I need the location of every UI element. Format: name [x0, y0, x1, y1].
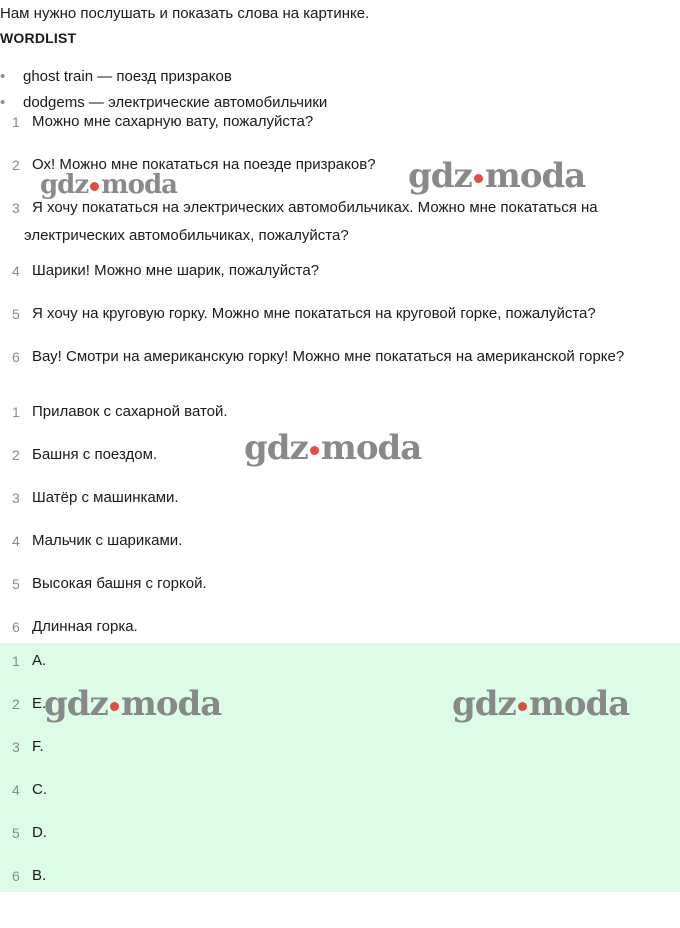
- item-text: A.: [32, 652, 47, 669]
- item-number: 6: [12, 868, 20, 884]
- item-number: 4: [12, 782, 20, 798]
- item-text: Вау! Смотри на американскую горку! Можно мне покататься на американской горке?: [32, 348, 625, 365]
- translation-item: [0, 300, 680, 328]
- bullet-icon: •: [0, 68, 6, 85]
- item-number: 5: [12, 825, 20, 841]
- item-text: Башня с поездом.: [32, 446, 158, 463]
- translation-item: [0, 108, 680, 136]
- item-number: 1: [12, 404, 20, 420]
- word-dash: —: [93, 68, 117, 85]
- translation-item: [0, 194, 680, 250]
- watermark: gdz moda: [452, 684, 630, 724]
- watermark-dot-icon: [110, 702, 119, 711]
- item-number: 3: [12, 739, 20, 755]
- item-text: Можно мне сахарную вату, пожалуйста?: [32, 113, 314, 130]
- item-text: B.: [32, 867, 47, 884]
- item-number: 6: [12, 349, 20, 365]
- item-number: 4: [12, 263, 20, 279]
- description-item: [0, 484, 680, 512]
- answer-item: [0, 862, 680, 890]
- watermark: gdz moda: [408, 156, 586, 196]
- watermark: gdz moda: [244, 428, 422, 468]
- item-number: 3: [12, 200, 20, 216]
- item-text: Я хочу на круговую горку. Можно мне покататься на круговой горке, пожалуйста?: [32, 305, 596, 322]
- item-number: 1: [12, 653, 20, 669]
- watermark-dot-icon: [90, 182, 99, 191]
- watermark: gdz moda: [40, 170, 178, 200]
- item-text: Длинная горка.: [32, 618, 138, 635]
- item-text: Ох! Можно мне покататься на поезде призраков?: [32, 156, 376, 173]
- item-number: 2: [12, 157, 20, 173]
- answer-item: [0, 647, 680, 675]
- answer-item: [0, 776, 680, 804]
- answer-item: [0, 733, 680, 761]
- item-text: Мальчик с шариками.: [32, 532, 183, 549]
- word-ru: электрические автомобильчики: [108, 94, 328, 111]
- description-item: [0, 527, 680, 555]
- item-text: E.: [32, 695, 47, 712]
- item-text: Шарики! Можно мне шарик, пожалуйста?: [32, 262, 320, 279]
- item-number: 2: [12, 447, 20, 463]
- wordlist-item: [0, 64, 680, 90]
- intro-text: Нам нужно послушать и показать слова на картинке.: [0, 5, 370, 22]
- word-en: ghost train: [23, 68, 94, 85]
- item-text: Шатёр с машинками.: [32, 489, 179, 506]
- watermark-dot-icon: [474, 174, 483, 183]
- bullet-icon: •: [0, 94, 6, 111]
- description-item: [0, 570, 680, 598]
- item-number: 4: [12, 533, 20, 549]
- answers-block: [0, 643, 680, 892]
- item-number: 5: [12, 576, 20, 592]
- answer-item: [0, 819, 680, 847]
- word-en: dodgems: [23, 94, 85, 111]
- item-number: 1: [12, 114, 20, 130]
- description-item: [0, 613, 680, 641]
- item-text: Высокая башня с горкой.: [32, 575, 207, 592]
- item-text: C.: [32, 781, 47, 798]
- item-text: D.: [32, 824, 47, 841]
- translation-item: [0, 343, 680, 371]
- item-number: 2: [12, 696, 20, 712]
- item-number: 6: [12, 619, 20, 635]
- wordlist-title: WORDLIST: [0, 30, 77, 46]
- item-text: Прилавок с сахарной ватой.: [32, 403, 228, 420]
- word-dash: —: [84, 94, 109, 111]
- item-text: Я хочу покататься на электрических автомобильчиках. Можно мне покататься на электрических автомобильчиках, пожалуйста?: [24, 199, 598, 244]
- item-number: 5: [12, 306, 20, 322]
- item-text: F.: [32, 738, 44, 755]
- watermark-dot-icon: [310, 446, 319, 455]
- wordlist: [0, 64, 680, 111]
- translation-item: [0, 257, 680, 285]
- word-ru: поезд призраков: [116, 68, 232, 85]
- description-item: [0, 398, 680, 426]
- watermark: gdz moda: [44, 684, 222, 724]
- watermark-dot-icon: [518, 702, 527, 711]
- item-number: 3: [12, 490, 20, 506]
